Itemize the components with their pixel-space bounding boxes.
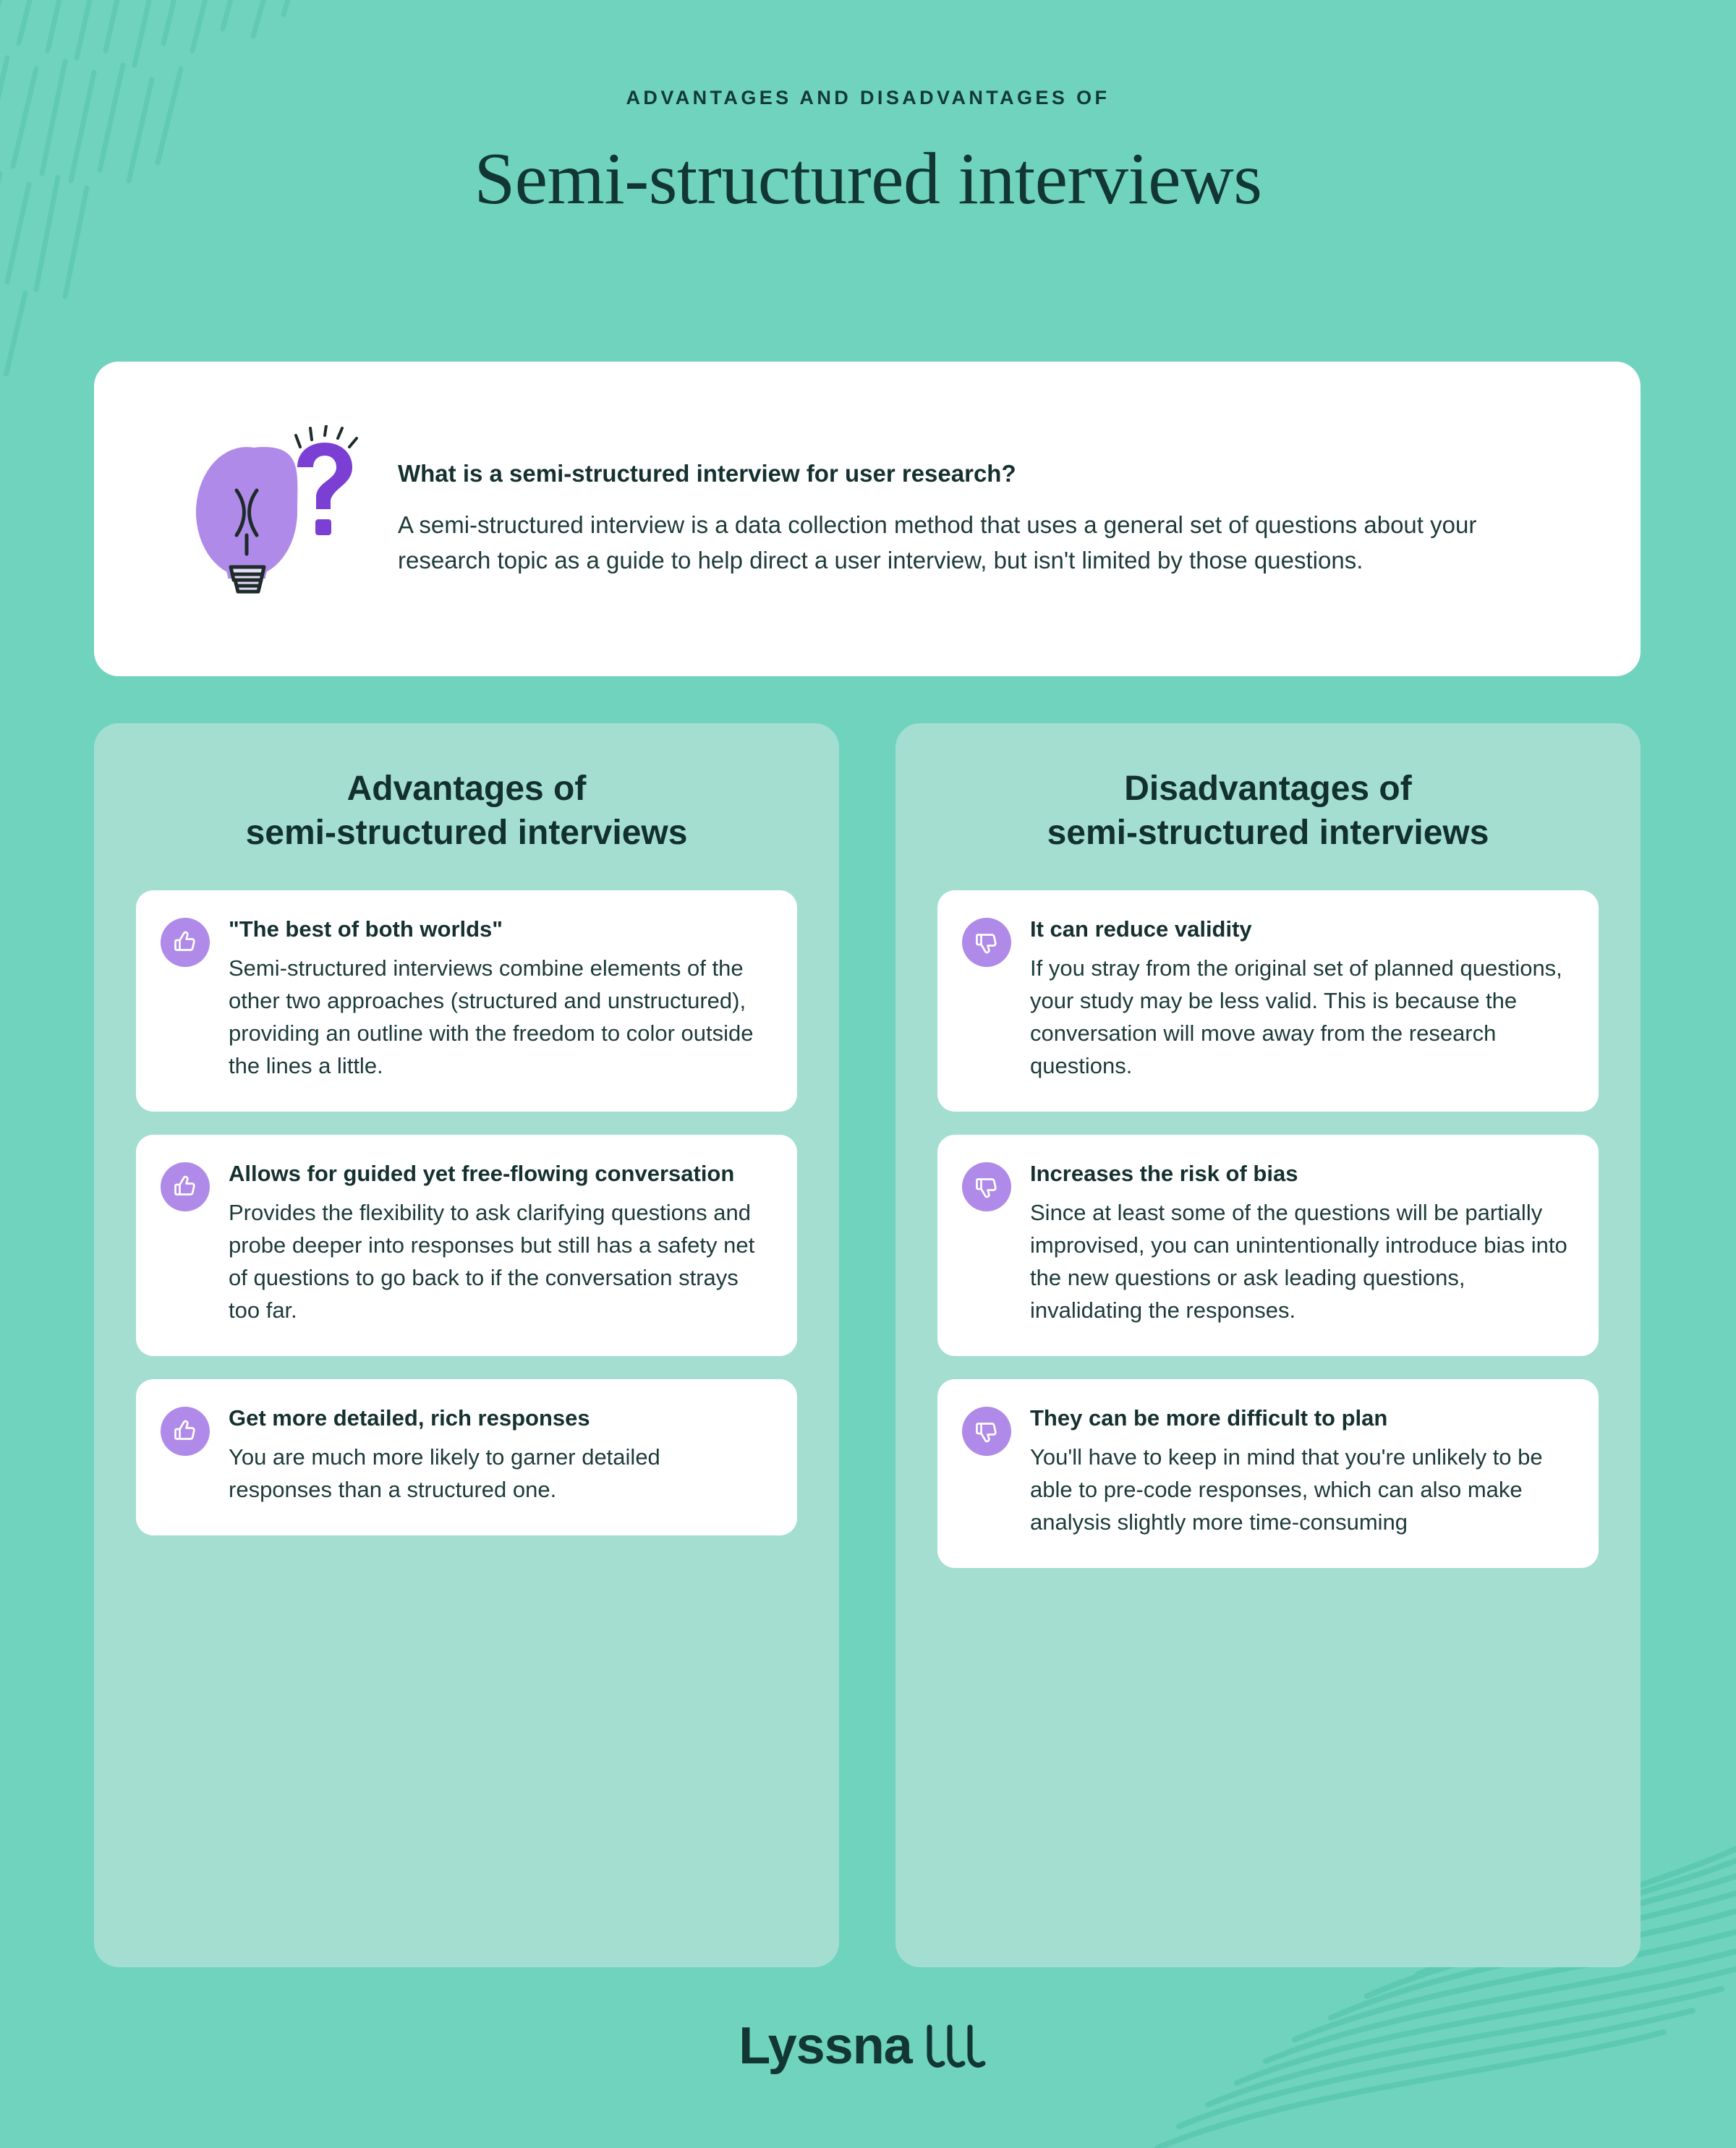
item-description: If you stray from the original set of planned questions, your study may be less valid. This is because the conversation will move away from the research questions. xyxy=(1030,955,1562,1078)
definition-text xyxy=(383,460,1555,578)
thumbs-down-icon xyxy=(962,918,1011,967)
advantages-column xyxy=(94,723,839,1967)
advantages-title xyxy=(136,767,797,856)
advantages-title-line2: semi-structured interviews xyxy=(245,814,688,853)
thumbs-up-icon xyxy=(161,1162,210,1211)
disadvantages-title-line2: semi-structured interviews xyxy=(1047,814,1489,853)
advantage-item-2 xyxy=(136,1135,797,1356)
thumbs-down-icon xyxy=(962,1162,1011,1211)
definition-answer: A semi-structured interview is a data collection method that uses a general set of questions about your research topic as a guide to help direct a user interview, but isn't limited by those questions. xyxy=(398,511,1477,574)
page-title: Semi-structured interviews xyxy=(474,138,1262,220)
item-title: They can be more difficult to plan xyxy=(1030,1405,1388,1431)
disadvantage-item-2 xyxy=(937,1135,1599,1356)
disadvantages-column xyxy=(895,723,1641,1967)
header xyxy=(0,87,1736,221)
item-title: "The best of both worlds" xyxy=(229,916,503,942)
brand-name: Lyssna xyxy=(739,2017,912,2075)
disadvantage-item-1 xyxy=(937,890,1599,1112)
item-description: Semi-structured interviews combine elements of the other two approaches (structured and unstructured), providing an outline with the freedom to color outside the lines a little. xyxy=(229,955,754,1078)
item-title: It can reduce validity xyxy=(1030,916,1252,942)
lightbulb-question-icon xyxy=(145,425,383,613)
disadvantage-item-3 xyxy=(937,1379,1599,1568)
item-title: Increases the risk of bias xyxy=(1030,1160,1298,1186)
definition-question: What is a semi-structured interview for user research? xyxy=(398,460,1016,487)
item-description: You are much more likely to garner detailed responses than a structured one. xyxy=(229,1444,660,1503)
thumbs-up-icon xyxy=(161,918,210,967)
item-description: You'll have to keep in mind that you're unlikely to be able to pre-code responses, which can also make analysis slightly more time-consuming xyxy=(1030,1444,1543,1535)
thumbs-down-icon xyxy=(962,1407,1011,1456)
item-description: Since at least some of the questions will be partially improvised, you can unintentionally introduce bias into the new questions or ask leading questions, invalidating the responses. xyxy=(1030,1200,1567,1324)
definition-card xyxy=(94,362,1641,676)
footer-logo xyxy=(0,2016,1736,2076)
advantage-item-1 xyxy=(136,890,797,1112)
advantage-item-3 xyxy=(136,1379,797,1535)
item-title: Get more detailed, rich responses xyxy=(229,1405,590,1431)
disadvantages-title xyxy=(937,767,1599,856)
lyssna-waves-icon xyxy=(918,2017,997,2075)
thumbs-up-icon xyxy=(161,1407,210,1456)
page-kicker: ADVANTAGES AND DISADVANTAGES OF xyxy=(626,87,1110,108)
disadvantages-title-line1: Disadvantages of xyxy=(1124,770,1412,808)
item-description: Provides the flexibility to ask clarifying questions and probe deeper into responses but still has a safety net of questions to go back to if the conversation strays too far. xyxy=(229,1200,755,1324)
item-title: Allows for guided yet free-flowing conversation xyxy=(229,1160,735,1186)
advantages-title-line1: Advantages of xyxy=(346,770,587,808)
